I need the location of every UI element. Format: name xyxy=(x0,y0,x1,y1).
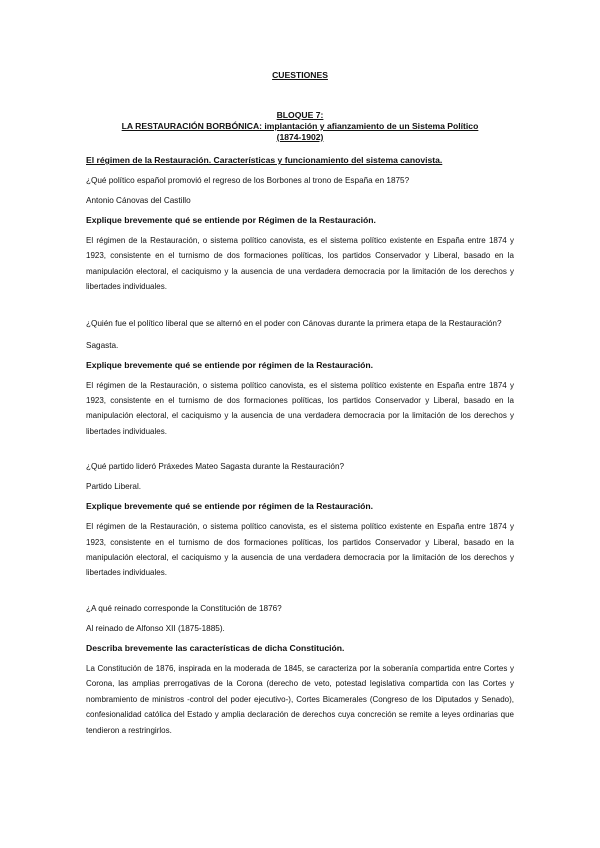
prompt-2: Explique brevemente qué se entiende por régimen de la Restauración. xyxy=(86,359,374,370)
prompt-4: Describa brevemente las características de dicha Constitución. xyxy=(86,642,345,653)
prompt-3: Explique brevemente qué se entiende por régimen de la Restauración. xyxy=(86,501,374,512)
bloque-label: BLOQUE 7: xyxy=(276,110,324,120)
bloque-title: LA RESTAURACIÓN BORBÓNICA: implantación y afianzamiento de un Sistema Político xyxy=(121,121,479,131)
prompt-1: Explique brevemente qué se entiende por Régimen de la Restauración. xyxy=(86,215,376,225)
paragraph-2: El régimen de la Restauración, o sistema político canovista, es el sistema político existente en España entre 1874 y 1923, consistente en el turnismo de dos formaciones políticas, los partidos Conservador y Liberal, basado en la manipulación electoral, el caciquismo y la ausencia de una verdadera democracia por la limitación de los derechos y libertades individuales. xyxy=(86,380,514,436)
bloque-years: (1874-1902) xyxy=(276,132,324,142)
question-1: ¿Qué político español promovió el regreso de los Borbones al trono de España en 1875? xyxy=(86,176,410,185)
answer-2: Sagasta. xyxy=(86,340,119,350)
paragraph-1: El régimen de la Restauración, o sistema político canovista, es el sistema político existente en España entre 1874 y 1923, consistente en el turnismo de dos formaciones políticas, los partidos Conservador y Liberal, basado en la manipulación electoral, el caciquismo y la ausencia de una verdadera democracia por la limitación de los derechos y libertades individuales. xyxy=(86,236,514,292)
answer-4: Al reinado de Alfonso XII (1875-1885). xyxy=(86,623,225,633)
page-heading: CUESTIONES xyxy=(272,70,328,80)
paragraph-4: La Constitución de 1876, inspirada en la moderada de 1845, se caracteriza por la soberanía compartida entre Cortes y Corona, las amplias prerrogativas de la Corona (derecho de veto, potestad legislativa compartida con las Cortes y nombramiento de ministros -control del poder ejecutivo-), Cortes Bicamerales (Congreso de los Diputados y Senado), confesionalidad católica del Estado y amplia declaración de derechos cuya concreción se remite a leyes ordinarias que tendieron a restringirlos. xyxy=(86,663,514,735)
answer-3: Partido Liberal. xyxy=(86,482,142,492)
document-content xyxy=(86,70,514,738)
question-3: ¿Qué partido lideró Práxedes Mateo Sagasta durante la Restauración? xyxy=(86,462,345,472)
section-title: El régimen de la Restauración. Características y funcionamiento del sistema canovista. xyxy=(86,155,443,165)
question-4: ¿A qué reinado corresponde la Constitución de 1876? xyxy=(86,603,282,613)
answer-1: Antonio Cánovas del Castillo xyxy=(86,196,191,205)
question-2: ¿Quién fue el político liberal que se alternó en el poder con Cánovas durante la primera etapa de la Restauración? xyxy=(86,318,502,328)
paragraph-3: El régimen de la Restauración, o sistema político canovista, es el sistema político existente en España entre 1874 y 1923, consistente en el turnismo de dos formaciones políticas, los partidos Conservador y Liberal, basado en la manipulación electoral, el caciquismo y la ausencia de una verdadera democracia por la limitación de los derechos y libertades individuales. xyxy=(86,522,514,578)
